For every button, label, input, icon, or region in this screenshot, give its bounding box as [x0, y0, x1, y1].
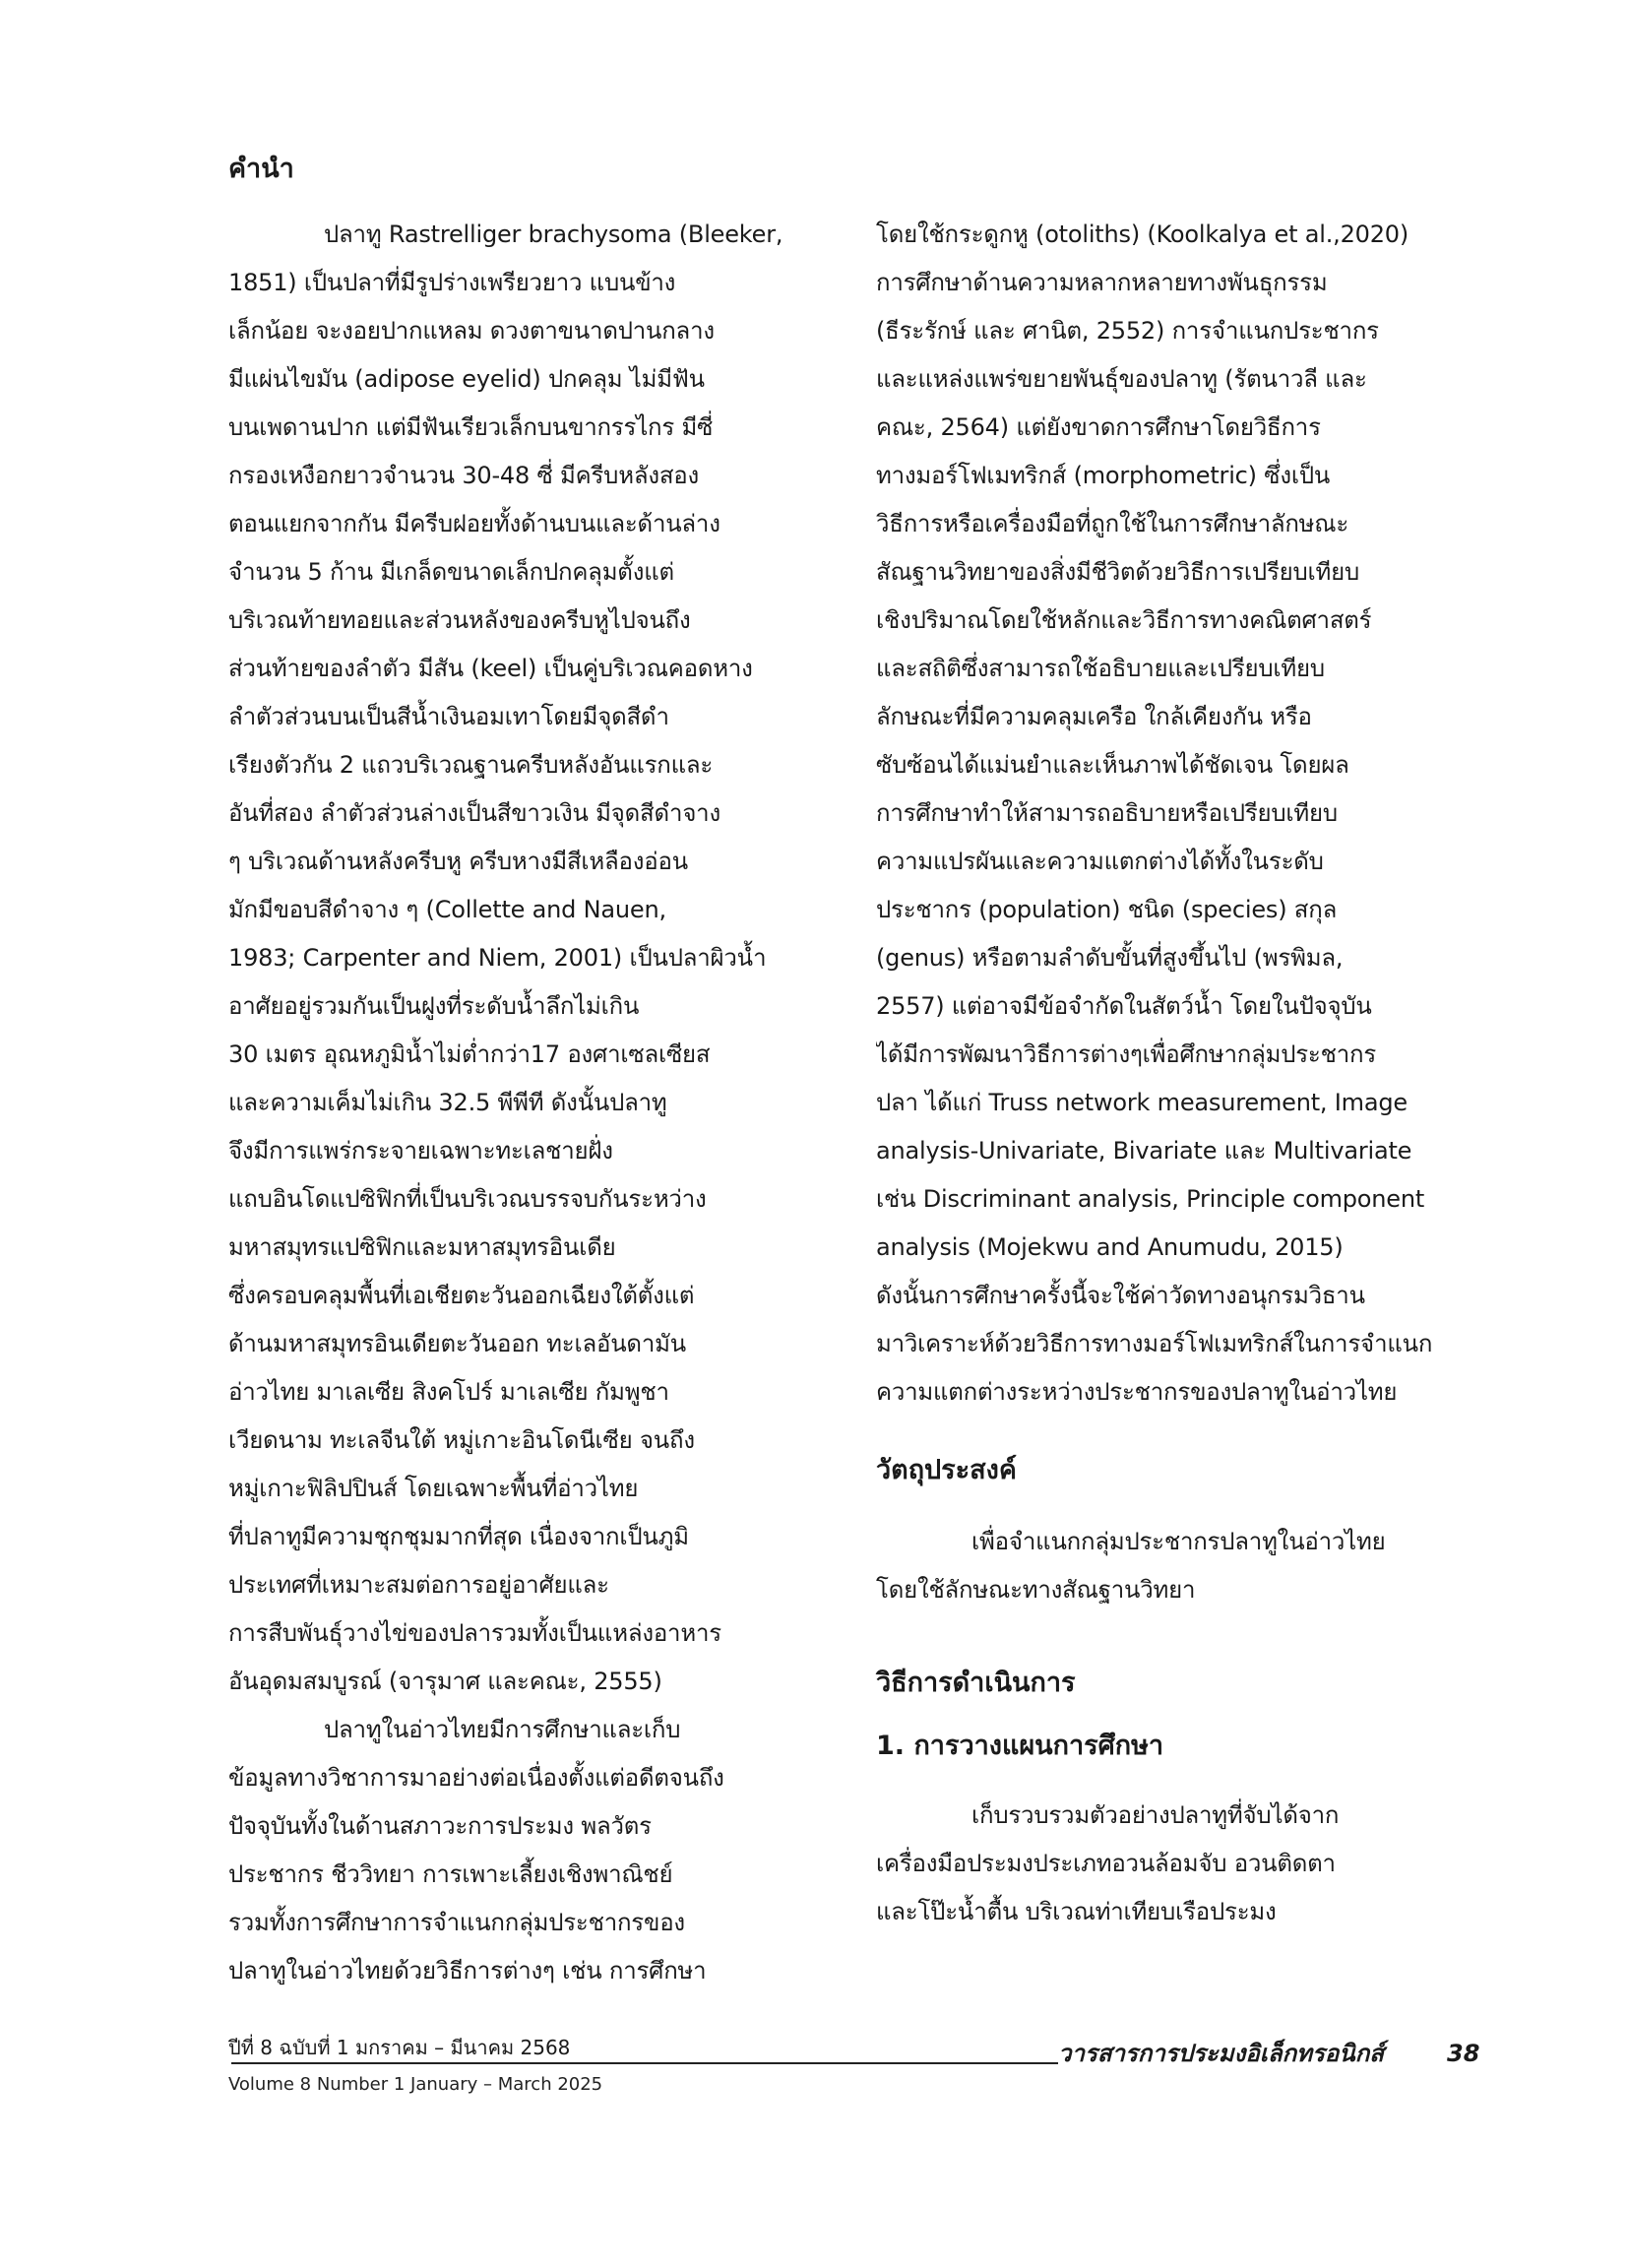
text-line: ที่ปลาทูมีความชุกชุมมากที่สุด เนื่องจากเป็นภูมิ [228, 1523, 689, 1550]
footer-english-issue: Volume 8 Number 1 January – March 2025 [228, 2074, 603, 2095]
text-line: เครื่องมือประมงประเภทอวนล้อมจับ อวนติดตา [876, 1850, 1336, 1877]
text-line: บริเวณท้ายทอยและส่วนหลังของครีบหูไปจนถึง [228, 606, 691, 634]
text-line: ลำตัวส่วนบนเป็นสีน้ำเงินอมเทาโดยมีจุดสีดำ [228, 703, 669, 730]
text-line: การศึกษาด้านความหลากหลายทางพันธุกรรม [876, 269, 1328, 296]
text-line: 1851) เป็นปลาที่มีรูปร่างเพรียวยาว แบนข้าง [228, 269, 676, 296]
text-line: ดังนั้นการศึกษาครั้งนี้จะใช้ค่าวัดทางอนุกรมวิธาน [876, 1282, 1365, 1309]
text-line: ความแปรผันและความแตกต่างได้ทั้งในระดับ [876, 848, 1324, 875]
text-line: ได้มีการพัฒนาวิธีการต่างๆเพื่อศึกษากลุ่มประชากร [876, 1040, 1377, 1068]
text-line: ปลาทู Rastrelliger brachysoma (Bleeker, [324, 220, 783, 248]
text-line: ลักษณะที่มีความคลุมเครือ ใกล้เคียงกัน หรือ [876, 703, 1312, 730]
text-line: และแหล่งแพร่ขยายพันธุ์ของปลาทู (รัตนาวลี และ [876, 365, 1367, 393]
text-line: หมู่เกาะฟิลิปปินส์ โดยเฉพาะพื้นที่อ่าวไทย [228, 1475, 639, 1502]
objective-text [876, 1518, 1442, 1614]
text-line: เพื่อจำแนกกลุ่มประชากรปลาทูในอ่าวไทย [971, 1528, 1386, 1555]
text-line: analysis (Mojekwu and Anumudu, 2015) [876, 1233, 1344, 1261]
footer-divider [231, 2062, 1058, 2064]
text-line: ซึ่งครอบคลุมพื้นที่เอเชียตะวันออกเฉียงใต้ตั้งแต่ [228, 1282, 695, 1309]
text-line: ประชากร (population) ชนิด (species) สกุล [876, 896, 1338, 923]
text-line: มีแผ่นไขมัน (adipose eyelid) ปกคลุม ไม่มีฟัน [228, 365, 705, 393]
text-line: อ่าวไทย มาเลเซีย สิงคโปร์ มาเลเซีย กัมพูชา [228, 1378, 669, 1406]
text-line: ซับซ้อนได้แม่นยำและเห็นภาพได้ชัดเจน โดยผล [876, 751, 1349, 779]
text-line: จึงมีการแพร่กระจายเฉพาะทะเลชายฝั่ง [228, 1137, 613, 1165]
text-line: และสถิติซึ่งสามารถใช้อธิบายและเปรียบเทียบ [876, 655, 1325, 682]
text-line: ข้อมูลทางวิชาการมาอย่างต่อเนื่องตั้งแต่อดีตจนถึง [228, 1764, 724, 1792]
page-number: 38 [1447, 2040, 1480, 2067]
text-line: วิธีการหรือเครื่องมือที่ถูกใช้ในการศึกษาลักษณะ [876, 510, 1349, 537]
text-line: ปลา ได้แก่ Truss network measurement, Image [876, 1089, 1408, 1116]
methods-text [876, 1792, 1442, 1936]
text-line: บนเพดานปาก แต่มีฟันเรียวเล็กบนขากรรไกร มีซี่ [228, 413, 714, 441]
text-line: อันที่สอง ลำตัวส่วนล่างเป็นสีขาวเงิน มีจุดสีดำจาง [228, 799, 720, 827]
text-line: การศึกษาทำให้สามารถอธิบายหรือเปรียบเทียบ [876, 799, 1338, 827]
text-line: อันอุดมสมบูรณ์ (จารุมาศ และคณะ, 2555) [228, 1668, 662, 1695]
text-line: แถบอินโดแปซิฟิกที่เป็นบริเวณบรรจบกันระหว่าง [228, 1185, 707, 1213]
text-line: จำนวน 5 ก้าน มีเกล็ดขนาดเล็กปกคลุมตั้งแต่ [228, 558, 674, 586]
section-heading-introduction: คำนำ [228, 154, 294, 184]
text-line: ความแตกต่างระหว่างประชากรของปลาทูในอ่าวไทย [876, 1378, 1398, 1406]
text-line: และโป๊ะน้ำตื้น บริเวณท่าเทียบเรือประมง [876, 1898, 1277, 1925]
footer-thai-issue: ปีที่ 8 ฉบับที่ 1 มกราคม – มีนาคม 2568 [228, 2036, 571, 2059]
text-line: เช่น Discriminant analysis, Principle component [876, 1185, 1425, 1213]
text-line: และความเค็มไม่เกิน 32.5 พีพีที ดังนั้นปลาทู [228, 1089, 667, 1116]
text-line: ประเทศที่เหมาะสมต่อการอยู่อาศัยและ [228, 1571, 609, 1599]
text-line: การสืบพันธุ์วางไข่ของปลารวมทั้งเป็นแหล่งอาหาร [228, 1619, 721, 1647]
text-line: โดยใช้ลักษณะทางสัณฐานวิทยา [876, 1576, 1196, 1604]
text-line: ด้านมหาสมุทรอินเดียตะวันออก ทะเลอันดามัน [228, 1330, 686, 1357]
text-line: ทางมอร์โฟเมทริกส์ (morphometric) ซึ่งเป็น [876, 462, 1331, 489]
text-line: รวมทั้งการศึกษาการจำแนกกลุ่มประชากรของ [228, 1909, 685, 1936]
text-line: ๆ บริเวณด้านหลังครีบหู ครีบหางมีสีเหลืองอ่อน [228, 848, 688, 875]
text-line: 1983; Carpenter and Niem, 2001) เป็นปลาผิวน้ำ [228, 944, 767, 972]
footer-journal-name: วารสารการประมงอิเล็กทรอนิกส์ [1058, 2040, 1384, 2067]
text-line: เล็กน้อย จะงอยปากแหลม ดวงตาขนาดปานกลาง [228, 317, 715, 345]
text-line: กรองเหงือกยาวจำนวน 30-48 ซี่ มีครีบหลังสอง [228, 462, 700, 489]
text-line: 2557) แต่อาจมีข้อจำกัดในสัตว์น้ำ โดยในปัจจุบัน [876, 992, 1372, 1020]
text-line: ประชากร ชีววิทยา การเพาะเลี้ยงเชิงพาณิชย์ [228, 1860, 673, 1888]
text-line: เก็บรวบรวมตัวอย่างปลาทูที่จับได้จาก [971, 1801, 1340, 1829]
section-heading-objective: วัตถุประสงค์ [876, 1455, 1017, 1485]
text-line: analysis-Univariate, Bivariate และ Multivariate [876, 1137, 1412, 1165]
text-line: มักมีขอบสีดำจาง ๆ (Collette and Nauen, [228, 896, 666, 923]
text-line: (ธีระรักษ์ และ ศานิต, 2552) การจำแนกประชากร [876, 317, 1379, 345]
text-line: ส่วนท้ายของลำตัว มีสัน (keel) เป็นคู่บริเวณคอดหาง [228, 655, 753, 682]
left-column-text [228, 211, 794, 1995]
text-line: มาวิเคราะห์ด้วยวิธีการทางมอร์โฟเมทริกส์ในการจำแนก [876, 1330, 1433, 1357]
text-line: ปัจจุบันทั้งในด้านสภาวะการประมง พลวัตร [228, 1812, 652, 1840]
text-line: ตอนแยกจากกัน มีครีบฝอยทั้งด้านบนและด้านล่าง [228, 510, 720, 537]
text-line: เชิงปริมาณโดยใช้หลักและวิธีการทางคณิตศาสตร์ [876, 606, 1372, 634]
subsection-heading-study-plan: 1. การวางแผนการศึกษา [876, 1731, 1164, 1761]
section-heading-methods: วิธีการดำเนินการ [876, 1668, 1076, 1698]
text-line: ปลาทูในอ่าวไทยด้วยวิธีการต่างๆ เช่น การศึกษา [228, 1957, 707, 1984]
text-line: เวียดนาม ทะเลจีนใต้ หมู่เกาะอินโดนีเซีย จนถึง [228, 1426, 695, 1454]
text-line: สัณฐานวิทยาของสิ่งมีชีวิตด้วยวิธีการเปรียบเทียบ [876, 558, 1360, 586]
text-line: อาศัยอยู่รวมกันเป็นฝูงที่ระดับน้ำลึกไม่เกิน [228, 992, 640, 1020]
right-column-text [876, 211, 1442, 1417]
text-line: เรียงตัวกัน 2 แถวบริเวณฐานครีบหลังอันแรกและ [228, 751, 714, 779]
text-line: ปลาทูในอ่าวไทยมีการศึกษาและเก็บ [324, 1716, 681, 1743]
text-line: (genus) หรือตามลำดับขั้นที่สูงขึ้นไป (พรพิมล, [876, 944, 1344, 972]
text-line: คณะ, 2564) แต่ยังขาดการศึกษาโดยวิธีการ [876, 413, 1321, 441]
text-line: 30 เมตร อุณหภูมิน้ำไม่ต่ำกว่า17 องศาเซลเซียส [228, 1040, 711, 1068]
text-line: มหาสมุทรแปซิฟิกและมหาสมุทรอินเดีย [228, 1233, 616, 1261]
text-line: โดยใช้กระดูกหู (otoliths) (Koolkalya et al.,2020) [876, 220, 1409, 248]
